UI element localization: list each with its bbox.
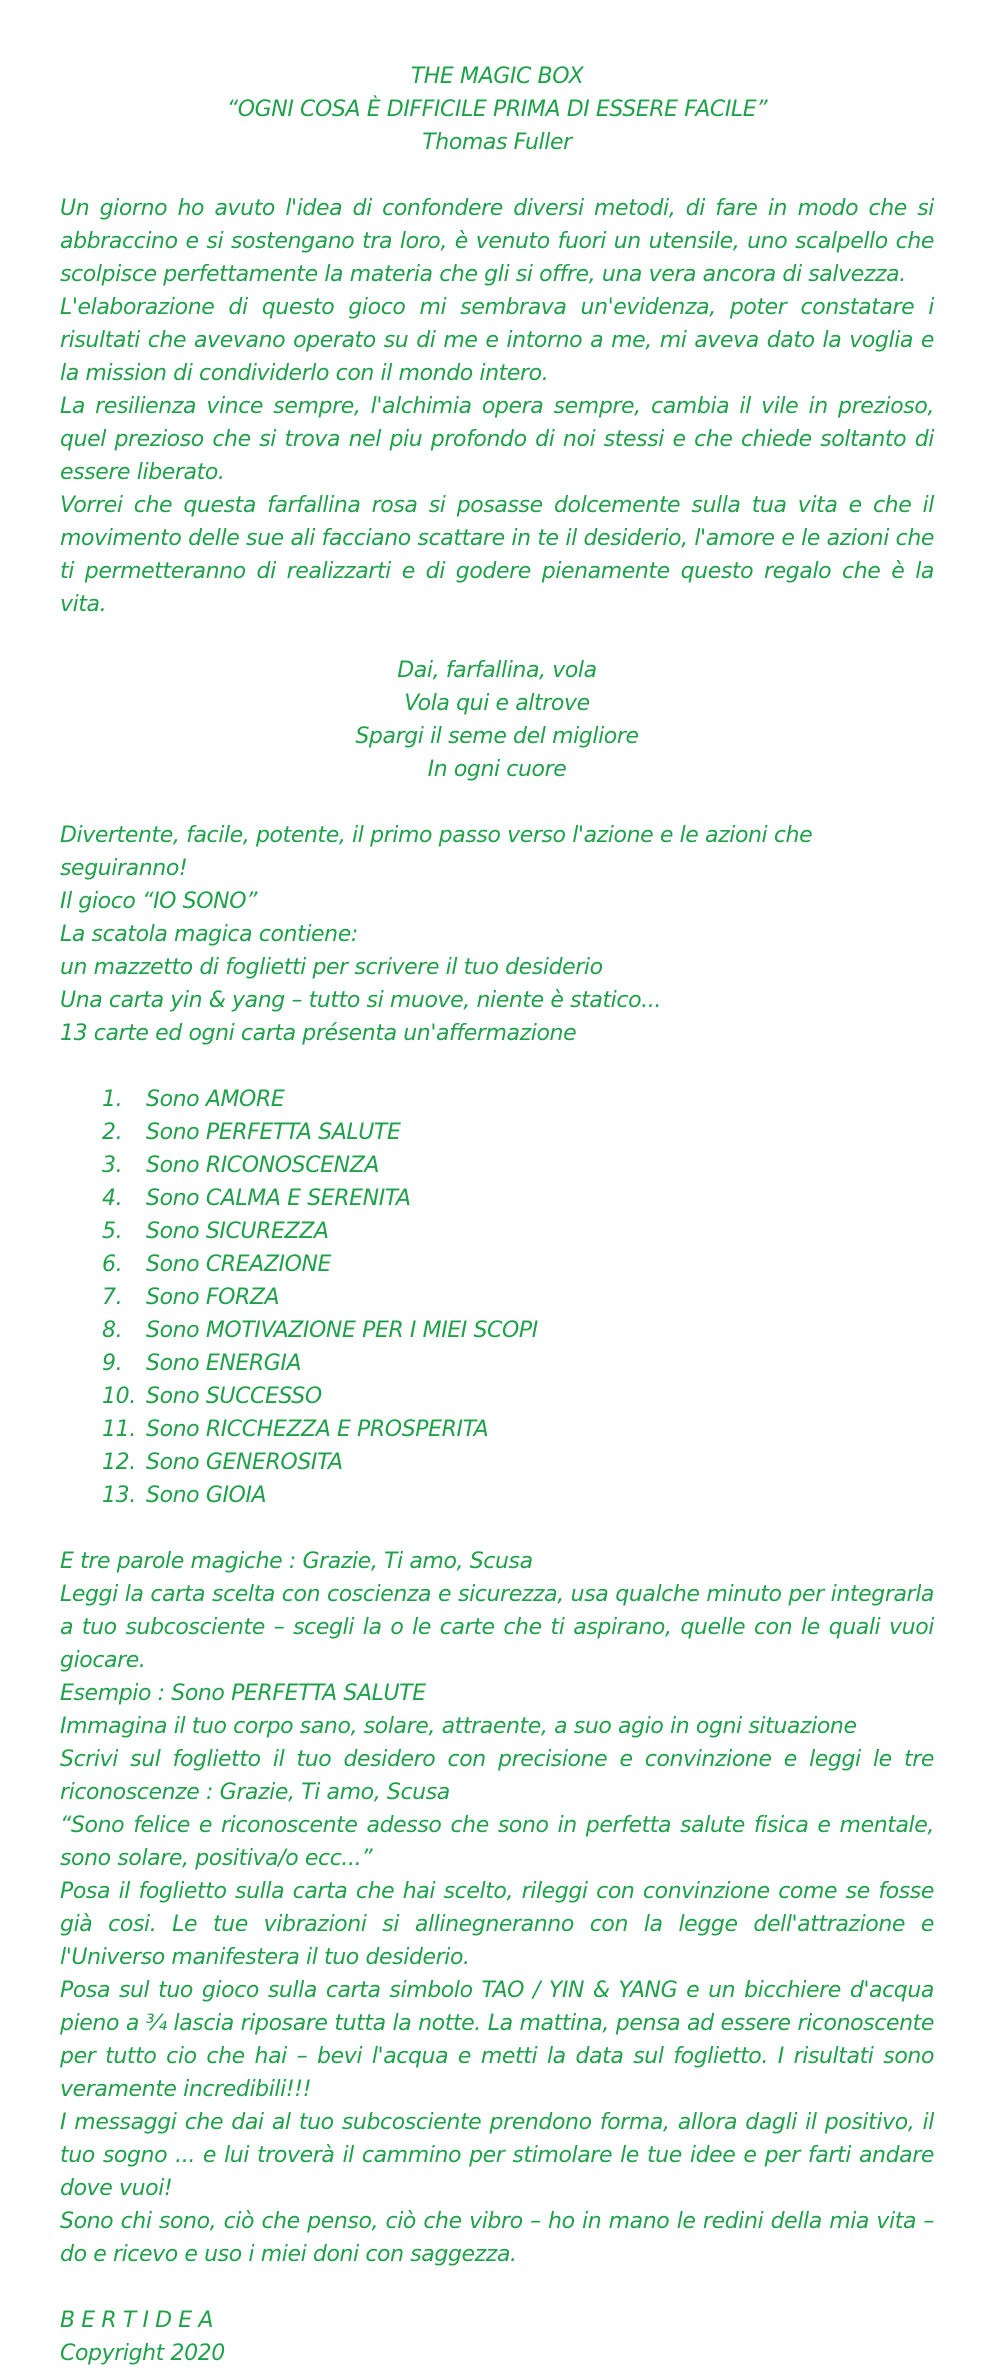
- card-label: Sono GENEROSITA: [146, 1450, 343, 1475]
- instruction-paragraph: Posa sul tuo gioco sulla carta simbolo TAO / YIN & YANG e un bicchiere d'acqua pieno a ¾ lascia riposare tutta la notte. La mattina, pensa ad essere riconoscente per tutto cio che hai – bevi l'acqua e metti la data sul foglietto. I risultati sono veramente incredibili!!!: [60, 1978, 934, 2102]
- card-number: 12.: [102, 1450, 136, 1475]
- poem-line: Dai, farfallina, vola: [397, 658, 597, 683]
- card-number: 2.: [102, 1120, 123, 1145]
- card-number: 13.: [102, 1483, 136, 1508]
- game-intro-line: Divertente, facile, potente, il primo passo verso l'azione e le azioni che seguiranno!: [60, 823, 813, 881]
- document-title: THE MAGIC BOX: [410, 64, 584, 89]
- card-label: Sono SICUREZZA: [146, 1219, 329, 1244]
- instruction-paragraph: Posa il foglietto sulla carta che hai scelto, rileggi con convinzione come se fosse già cosi. Le tue vibrazioni si allinegneranno con la legge dell'attrazione e l'Universo manifestera il tuo desiderio.: [60, 1879, 934, 1970]
- card-number: 11.: [102, 1417, 136, 1442]
- signature-block: [60, 2304, 934, 2370]
- card-number: 3.: [102, 1153, 123, 1178]
- card-number: 7.: [102, 1285, 123, 1310]
- game-intro-line: Una carta yin & yang – tutto si muove, niente è statico...: [60, 988, 661, 1013]
- poem-line: Vola qui e altrove: [404, 691, 590, 716]
- intro-paragraph: La resilienza vince sempre, l'alchimia opera sempre, cambia il vile in prezioso, quel prezioso che si trova nel piu profondo di noi stessi e che chiede soltanto di essere liberato.: [60, 394, 934, 485]
- instruction-paragraph: Leggi la carta scelta con coscienza e sicurezza, usa qualche minuto per integrarla a tuo subcosciente – scegli la o le carte che ti aspirano, quelle con le quali vuoi giocare.: [60, 1582, 934, 1673]
- card-label: Sono ENERGIA: [146, 1351, 302, 1376]
- instruction-paragraph: Immagina il tuo corpo sano, solare, attraente, a suo agio in ogni situazione: [60, 1714, 857, 1739]
- instructions-section: [60, 1545, 934, 2271]
- card-label: Sono AMORE: [146, 1087, 285, 1112]
- intro-paragraph: Vorrei che questa farfallina rosa si posasse dolcemente sulla tua vita e che il movimento delle sue ali facciano scattare in te il desiderio, l'amore e le azioni che ti permetteranno di realizzarti e di godere pienamente questo regalo che è la vita.: [60, 493, 934, 617]
- author-signature: B E R T I D E A: [60, 2308, 214, 2333]
- game-intro-line: Il gioco “IO SONO”: [60, 889, 258, 914]
- instruction-paragraph: I messaggi che dai al tuo subcosciente prendono forma, allora dagli il positivo, il tuo sogno ... e lui troverà il cammino per stimolare le tue idee e per farti andare dove vuoi!: [60, 2110, 934, 2201]
- card-label: Sono CREAZIONE: [146, 1252, 332, 1277]
- card-label: Sono GIOIA: [146, 1483, 267, 1508]
- instruction-paragraph: Esempio : Sono PERFETTA SALUTE: [60, 1681, 426, 1706]
- instruction-paragraph: Scrivi sul foglietto il tuo desidero con precisione e convinzione e leggi le tre riconoscenze : Grazie, Ti amo, Scusa: [60, 1747, 934, 1805]
- card-label: Sono CALMA E SERENITA: [146, 1186, 411, 1211]
- card-list: [60, 1083, 934, 1512]
- card-list-item: [102, 1281, 934, 1314]
- card-number: 10.: [102, 1384, 136, 1409]
- card-list-item: [102, 1083, 934, 1116]
- card-list-item: [102, 1149, 934, 1182]
- intro-section: [60, 192, 934, 621]
- card-number: 8.: [102, 1318, 123, 1343]
- card-list-item: [102, 1182, 934, 1215]
- document-quote: “OGNI COSA È DIFFICILE PRIMA DI ESSERE FACILE”: [226, 97, 768, 122]
- card-list-item: [102, 1380, 934, 1413]
- instruction-paragraph: E tre parole magiche : Grazie, Ti amo, Scusa: [60, 1549, 533, 1574]
- poem-line: In ogni cuore: [427, 757, 567, 782]
- card-label: Sono RICCHEZZA E PROSPERITA: [146, 1417, 489, 1442]
- poem-line: Spargi il seme del migliore: [355, 724, 639, 749]
- game-intro-line: 13 carte ed ogni carta présenta un'affermazione: [60, 1021, 577, 1046]
- quote-author: Thomas Fuller: [422, 130, 572, 155]
- card-number: 4.: [102, 1186, 123, 1211]
- card-label: Sono MOTIVAZIONE PER I MIEI SCOPI: [146, 1318, 538, 1343]
- card-number: 1.: [102, 1087, 123, 1112]
- instruction-paragraph: Sono chi sono, ciò che penso, ciò che vibro – ho in mano le redini della mia vita – do e ricevo e uso i miei doni con saggezza.: [60, 2209, 934, 2267]
- card-list-item: [102, 1116, 934, 1149]
- card-label: Sono FORZA: [146, 1285, 280, 1310]
- card-number: 5.: [102, 1219, 123, 1244]
- instruction-paragraph: “Sono felice e riconoscente adesso che sono in perfetta salute fisica e mentale, sono solare, positiva/o ecc...”: [60, 1813, 934, 1871]
- card-list-item: [102, 1347, 934, 1380]
- card-list-item: [102, 1248, 934, 1281]
- card-label: Sono PERFETTA SALUTE: [146, 1120, 401, 1145]
- card-list-item: [102, 1314, 934, 1347]
- card-list-item: [102, 1479, 934, 1512]
- game-intro-line: un mazzetto di foglietti per scrivere il tuo desiderio: [60, 955, 603, 980]
- intro-paragraph: L'elaborazione di questo gioco mi sembrava un'evidenza, poter constatare i risultati che avevano operato su di me e intorno a me, mi aveva dato la voglia e la mission di condividerlo con il mondo intero.: [60, 295, 934, 386]
- copyright-notice: Copyright 2020: [60, 2341, 225, 2366]
- poem: [60, 654, 934, 786]
- card-number: 6.: [102, 1252, 123, 1277]
- card-list-item: [102, 1413, 934, 1446]
- card-list-item: [102, 1446, 934, 1479]
- intro-paragraph: Un giorno ho avuto l'idea di confondere diversi metodi, di fare in modo che si abbraccino e si sostengano tra loro, è venuto fuori un utensile, uno scalpello che scolpisce perfettamente la materia che gli si offre, una vera ancora di salvezza.: [60, 196, 934, 287]
- card-list-item: [102, 1215, 934, 1248]
- document-header: [60, 60, 934, 159]
- card-label: Sono SUCCESSO: [146, 1384, 322, 1409]
- card-number: 9.: [102, 1351, 123, 1376]
- game-intro-line: La scatola magica contiene:: [60, 922, 358, 947]
- card-label: Sono RICONOSCENZA: [146, 1153, 380, 1178]
- game-intro: [60, 819, 934, 1050]
